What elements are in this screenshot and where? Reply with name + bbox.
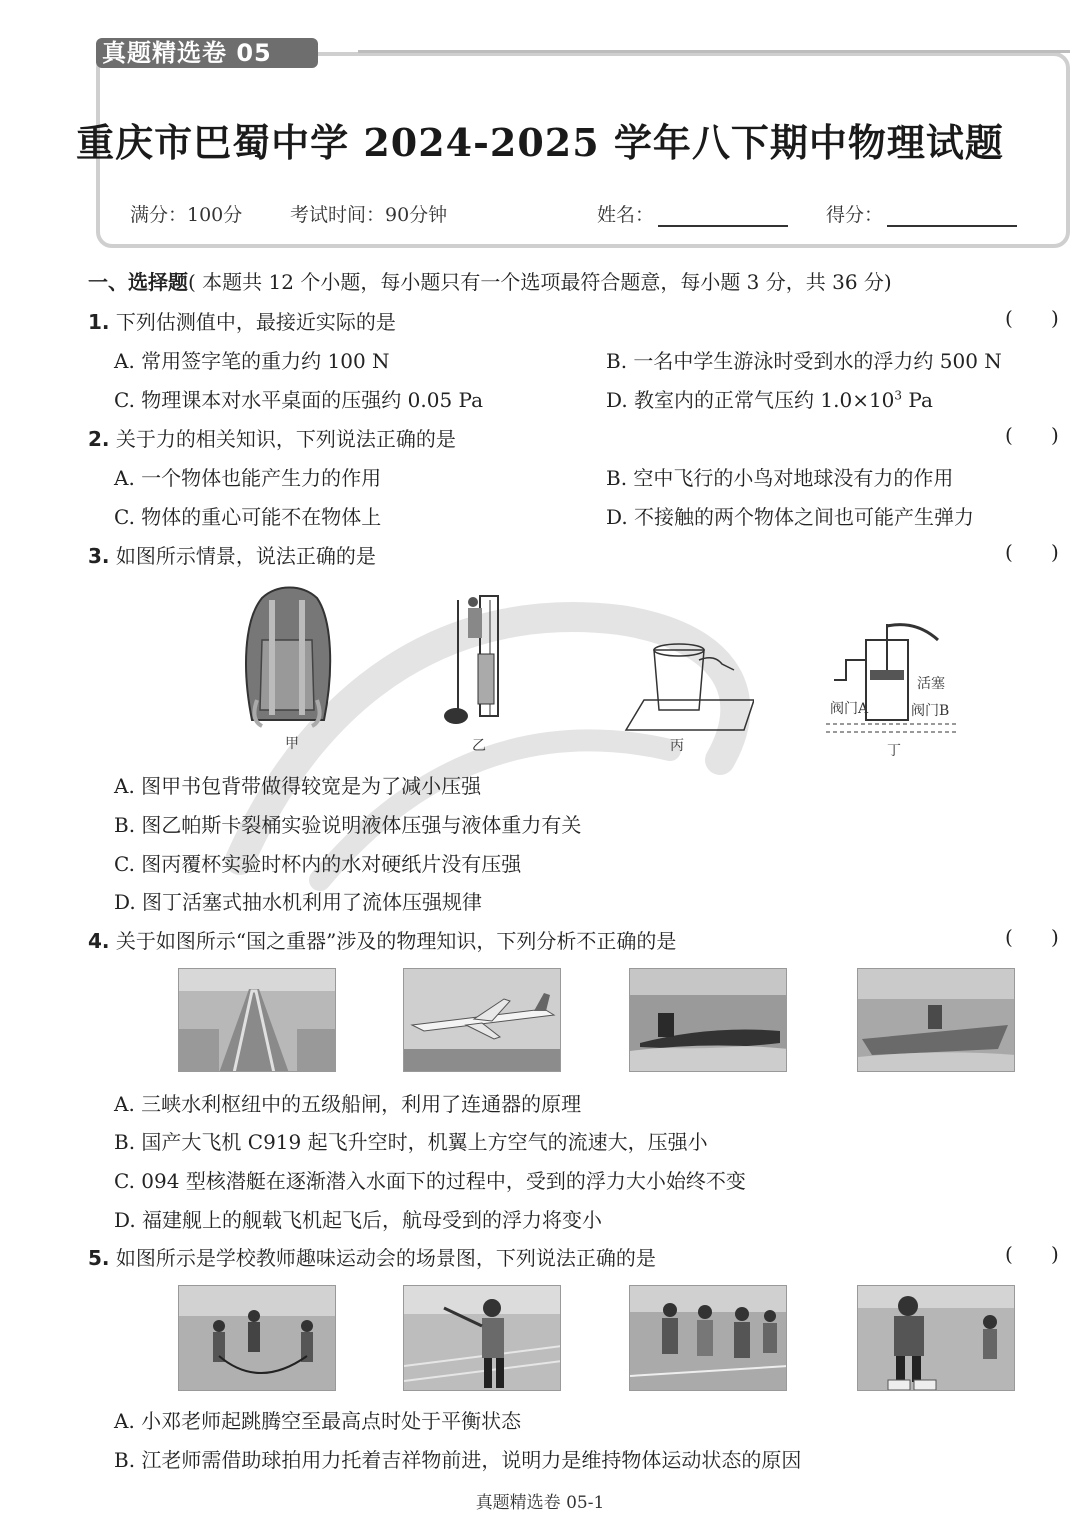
q1-option-c[interactable]: C. 物理课本对水平桌面的压强约 0.05 Pa [114, 388, 484, 412]
question-stem: 关于如图所示“国之重器”涉及的物理知识，下列分析不正确的是 [115, 929, 677, 953]
rope-jump-photo [178, 1285, 336, 1391]
question-4 [88, 925, 676, 954]
q3-option-c[interactable]: C. 图丙覆杯实验时杯内的水对硬纸片没有压强 [114, 852, 522, 876]
q1-d-text: D. 教室内的正常气压约 1.0×10 [606, 388, 895, 412]
answer-paren-4[interactable]: ( ) [1005, 925, 1059, 949]
c919-aircraft-photo [403, 968, 561, 1072]
q2-option-c[interactable]: C. 物体的重心可能不在物体上 [114, 505, 382, 529]
question-stem: 如图所示是学校教师趣味运动会的场景图，下列说法正确的是 [115, 1246, 656, 1270]
q1-option-a[interactable]: A. 常用签字笔的重力约 100 N [114, 349, 390, 373]
racket-relay-photo [403, 1285, 561, 1391]
caption-yi: 乙 [472, 738, 486, 754]
score-blank[interactable] [887, 205, 1017, 227]
question-stem: 如图所示情景，说法正确的是 [115, 544, 376, 568]
name-field[interactable] [597, 200, 788, 227]
inverted-cup-figure [604, 630, 754, 740]
submarine-photo [629, 968, 787, 1072]
section-title: 一、选择题 [88, 270, 188, 294]
question-number: 2. [88, 427, 110, 451]
answer-paren-1[interactable]: ( ) [1005, 306, 1059, 330]
q5-option-b[interactable]: B. 江老师需借助球拍用力托着吉祥物前进，说明力是维持物体运动状态的原因 [114, 1448, 802, 1472]
q4-option-a[interactable]: A. 三峡水利枢纽中的五级船闸，利用了连通器的原理 [114, 1092, 582, 1116]
full-score: 满分：100分 [130, 204, 243, 226]
label-valve-a: 阀门A [830, 701, 869, 717]
q4-option-d[interactable]: D. 福建舰上的舰载飞机起飞后，航母受到的浮力将变小 [114, 1208, 603, 1232]
question-2 [88, 423, 456, 452]
caption-ding: 丁 [887, 743, 901, 759]
q3-option-b[interactable]: B. 图乙帕斯卡裂桶实验说明液体压强与液体重力有关 [114, 813, 582, 837]
question-number: 3. [88, 544, 110, 568]
page-footer: 真题精选卷 05-1 [475, 1493, 605, 1513]
score-label: 得分： [826, 204, 884, 226]
ship-lock-photo [178, 968, 336, 1072]
question-3 [88, 540, 376, 569]
name-label: 姓名： [597, 204, 655, 226]
label-valve-b: 阀门B [911, 703, 950, 719]
answer-paren-2[interactable]: ( ) [1005, 423, 1059, 447]
header-rule [358, 50, 1070, 53]
q1-option-b[interactable]: B. 一名中学生游泳时受到水的浮力约 500 N [606, 349, 1002, 373]
bucket-walk-photo [857, 1285, 1015, 1391]
question-number: 4. [88, 929, 110, 953]
aircraft-carrier-photo [857, 968, 1015, 1072]
label-piston: 活塞 [917, 676, 945, 692]
exam-title: 重庆市巴蜀中学 2024-2025 学年八下期中物理试题 [76, 120, 1004, 165]
question-stem: 关于力的相关知识，下列说法正确的是 [115, 427, 456, 451]
q2-option-d[interactable]: D. 不接触的两个物体之间也可能产生弹力 [606, 505, 975, 529]
caption-jia: 甲 [285, 736, 299, 752]
backpack-figure [232, 580, 342, 728]
question-stem: 下列估测值中，最接近实际的是 [115, 310, 396, 334]
answer-paren-5[interactable]: ( ) [1005, 1242, 1059, 1266]
question-number: 5. [88, 1246, 110, 1270]
q1-d-exponent: 3 [894, 388, 903, 403]
answer-paren-3[interactable]: ( ) [1005, 540, 1059, 564]
score-field[interactable] [826, 200, 1017, 227]
caption-bing: 丙 [670, 738, 684, 754]
q1-d-unit: Pa [902, 388, 933, 412]
sprint-race-photo [629, 1285, 787, 1391]
q1-option-d[interactable] [606, 384, 933, 413]
pascal-barrel-figure [440, 590, 510, 730]
question-number: 1. [88, 310, 110, 334]
question-5 [88, 1242, 656, 1271]
q2-option-a[interactable]: A. 一个物体也能产生力的作用 [114, 466, 382, 490]
q4-option-c[interactable]: C. 094 型核潜艇在逐渐潜入水面下的过程中，受到的浮力大小始终不变 [114, 1169, 746, 1193]
exam-time: 考试时间：90分钟 [290, 204, 448, 226]
q5-option-a[interactable]: A. 小邓老师起跳腾空至最高点时处于平衡状态 [114, 1409, 522, 1433]
paper-badge: 真题精选卷 05 [96, 38, 318, 68]
q3-option-a[interactable]: A. 图甲书包背带做得较宽是为了减小压强 [114, 774, 482, 798]
name-blank[interactable] [658, 205, 788, 227]
question-1 [88, 306, 396, 335]
section-header [88, 266, 892, 295]
q2-option-b[interactable]: B. 空中飞行的小鸟对地球没有力的作用 [606, 466, 954, 490]
q4-option-b[interactable]: B. 国产大飞机 C919 起飞升空时，机翼上方空气的流速大，压强小 [114, 1130, 708, 1154]
q3-option-d[interactable]: D. 图丁活塞式抽水机利用了流体压强规律 [114, 890, 483, 914]
section-desc: ( 本题共 12 个小题，每小题只有一个选项最符合题意，每小题 3 分，共 36 分) [188, 270, 892, 294]
